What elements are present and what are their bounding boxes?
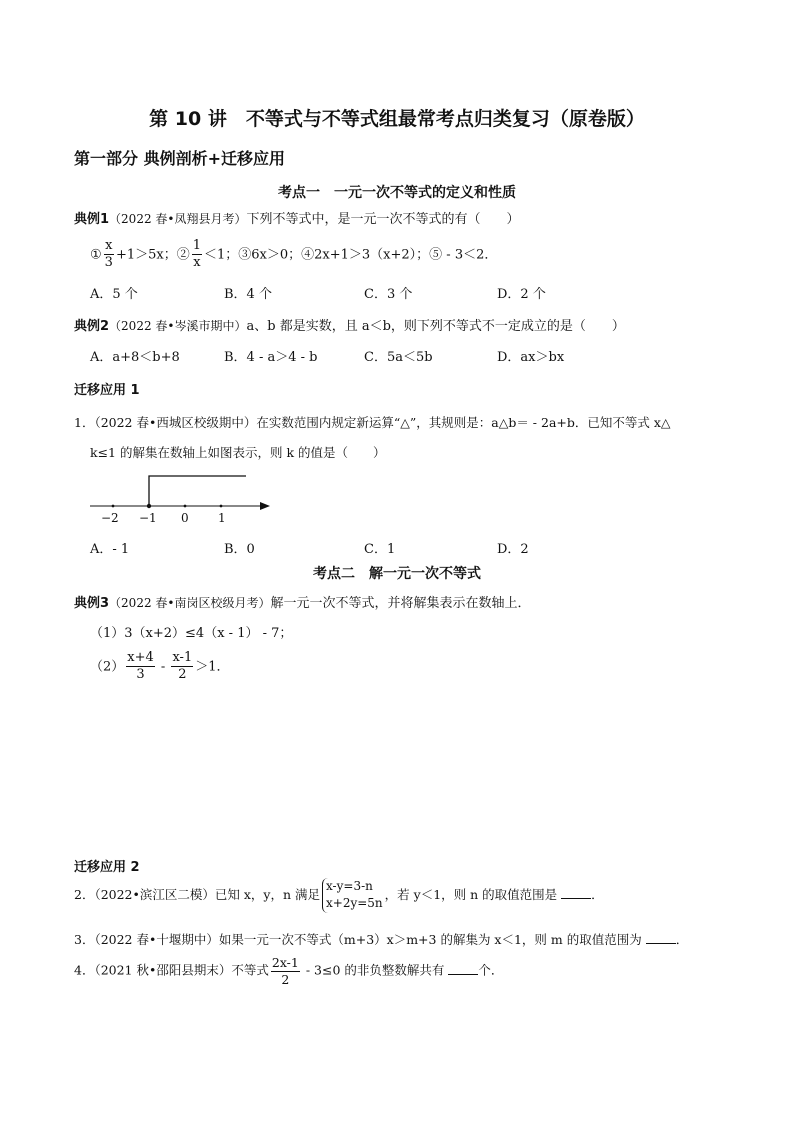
example-1-stem [74, 208, 520, 227]
fraction: $\frac{2x-1}{2}$ [271, 955, 299, 987]
option-b: B．0 [224, 542, 255, 557]
example-2-question: a、b 都是实数，且 a＜b，则下列不等式不一定成立的是（ ） [246, 319, 625, 334]
fraction: $\frac{x-1}{2}$ [172, 650, 193, 683]
solution-set-bracket [149, 476, 246, 506]
item-mark: ① [90, 247, 102, 263]
example-2-stem [74, 315, 625, 334]
item-text: ＜1；③6x＞0；④2x+1＞3（x+2）；⑤ - 3＜2． [204, 247, 498, 263]
axis-arrow-icon [260, 502, 270, 510]
example-3-part-2: （2） $\frac{x+4}{3}$ - $\frac{x-1}{2}$ ＞1． [90, 650, 230, 683]
kaodian-2-heading: 考点二 解一元一次不等式 [313, 566, 481, 582]
example-3-part-1: （1）3（x+2）≤4（x - 1） - 7； [90, 626, 293, 641]
example-2-label: 典例2 [74, 319, 110, 334]
option-b: B．4 - a＞4 - b [224, 350, 318, 365]
option-b: B．4 个 [224, 287, 272, 302]
equation-system: x-y=3-n x+2y=5n [322, 878, 383, 913]
page-title: 第 10 讲 不等式与不等式组最常考点归类复习（原卷版） [149, 108, 645, 130]
option-a: A．- 1 [90, 542, 130, 557]
option-a: A．a+8＜b+8 [90, 350, 180, 365]
option-c: C．3 个 [364, 287, 413, 302]
example-2-source: （2022 春•岑溪市期中） [109, 319, 247, 333]
transfer-2-heading: 迁移应用 2 [74, 860, 140, 875]
part-heading: 第一部分 典例剖析+迁移应用 [74, 149, 285, 168]
tick-label: 0 [181, 511, 189, 525]
answer-blank[interactable] [646, 931, 676, 944]
option-d: D．2 个 [497, 287, 546, 302]
tick-label: 1 [218, 511, 226, 525]
example-1-options [0, 283, 794, 301]
transfer-1-heading: 迁移应用 1 [74, 383, 140, 398]
question-1-line-1: 1．（2022 春•西城区校级期中）在实数范围内规定新运算“△”，其规则是：a△b＝ - 2a+b．已知不等式 x△ [74, 415, 671, 430]
tick-dot [184, 505, 187, 508]
option-c: C．1 [364, 542, 396, 557]
tick-dot [220, 505, 223, 508]
example-3-question: 解一元一次不等式，并将解集表示在数轴上． [270, 596, 531, 611]
question-1-options [0, 538, 794, 556]
option-c: C．5a＜5b [364, 350, 433, 365]
option-d: D．2 [497, 542, 529, 557]
example-1-source: （2022 春•凤翔县月考） [109, 212, 247, 226]
example-1-label: 典例1 [74, 212, 110, 227]
fraction: $\frac{1}{x}$ [192, 238, 201, 271]
number-line-figure [88, 470, 278, 526]
option-d: D．ax＞bx [497, 350, 565, 365]
kaodian-1-heading: 考点一 一元一次不等式的定义和性质 [278, 185, 516, 201]
answer-blank[interactable] [448, 962, 478, 975]
question-1-line-2: k≤1 的解集在数轴上如图表示，则 k 的值是（ ） [90, 445, 386, 460]
option-a: A．5 个 [90, 287, 138, 302]
example-3-stem [74, 592, 531, 611]
solid-endpoint [147, 504, 151, 508]
item-text: +1＞5x；② [115, 247, 190, 263]
example-3-label: 典例3 [74, 596, 110, 611]
example-1-question: 下列不等式中，是一元一次不等式的有（ ） [246, 212, 520, 227]
question-2: 2．（2022•滨江区二模）已知 x，y，n 满足 x-y=3-n x+2y=5n ，若 y＜1，则 n 的取值范围是 ． [74, 878, 604, 913]
question-4: 4．（2021 秋•邵阳县期末）不等式 $\frac{2x-1}{2}$ - 3≤0 的非负整数解共有 个． [74, 955, 504, 987]
fraction: $\frac{x+4}{3}$ [127, 650, 154, 683]
tick-dot [112, 505, 115, 508]
tick-label: −2 [101, 511, 119, 525]
fraction: $\frac{x}{3}$ [104, 238, 113, 271]
answer-blank[interactable] [561, 886, 591, 899]
question-3: 3．（2022 春•十堰期中）如果一元一次不等式（m+3）x＞m+3 的解集为 x＜1，则 m 的取值范围为 ． [74, 932, 689, 947]
example-3-source: （2022 春•南岗区校级月考） [109, 596, 271, 610]
tick-label: −1 [139, 511, 157, 525]
example-2-options [0, 346, 794, 364]
example-1-items [90, 238, 497, 272]
